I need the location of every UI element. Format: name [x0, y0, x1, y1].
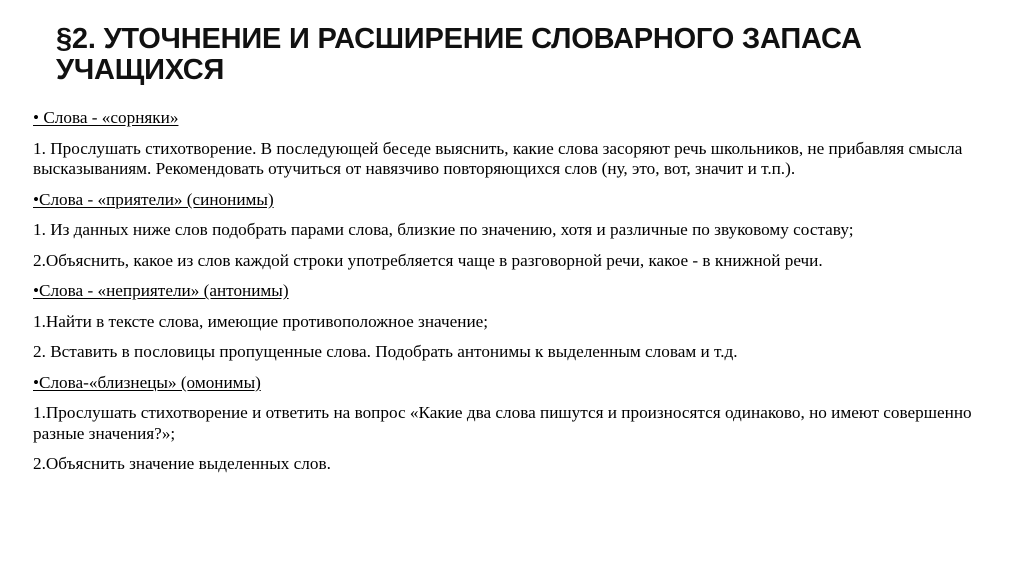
section-heading-weeds: • Слова - «сорняки» — [33, 108, 179, 127]
section-item: 1. Прослушать стихотворение. В последующей беседе выяснить, какие слова засоряют речь школьников, не прибавляя смысла высказываниям. Рекомендовать отучиться от навязчиво повторяющихся слов (ну, это, вот, значит и т.п.). — [33, 138, 963, 178]
section-item: 1.Прослушать стихотворение и ответить на вопрос «Какие два слова пишутся и произносятся одинаково, но имеют совершенно разные значения?»; — [33, 403, 972, 443]
section-heading-homonyms: •Слова-«близнецы» (омонимы) — [33, 372, 261, 392]
section-heading-antonyms: •Слова - «неприятели» (антонимы) — [33, 281, 289, 300]
slide-content — [33, 108, 1003, 485]
section-item: 2.Объяснить значение выделенных слов. — [33, 454, 331, 473]
section-item: 2. Вставить в пословицы пропущенные слова. Подобрать антонимы к выделенным словам и т.д. — [33, 342, 738, 361]
section-heading-synonyms: •Слова - «приятели» (синонимы) — [33, 189, 274, 209]
section-item: 2.Объяснить, какое из слов каждой строки употребляется чаще в разговорной речи, какое - в книжной речи. — [33, 250, 823, 270]
slide-title: §2. УТОЧНЕНИЕ И РАСШИРЕНИЕ СЛОВАРНОГО ЗАПАСА УЧАЩИХСЯ — [56, 23, 862, 86]
section-item: 1. Из данных ниже слов подобрать парами слова, близкие по значению, хотя и различные по звуковому составу; — [33, 220, 854, 239]
section-item: 1.Найти в тексте слова, имеющие противоположное значение; — [33, 311, 489, 331]
